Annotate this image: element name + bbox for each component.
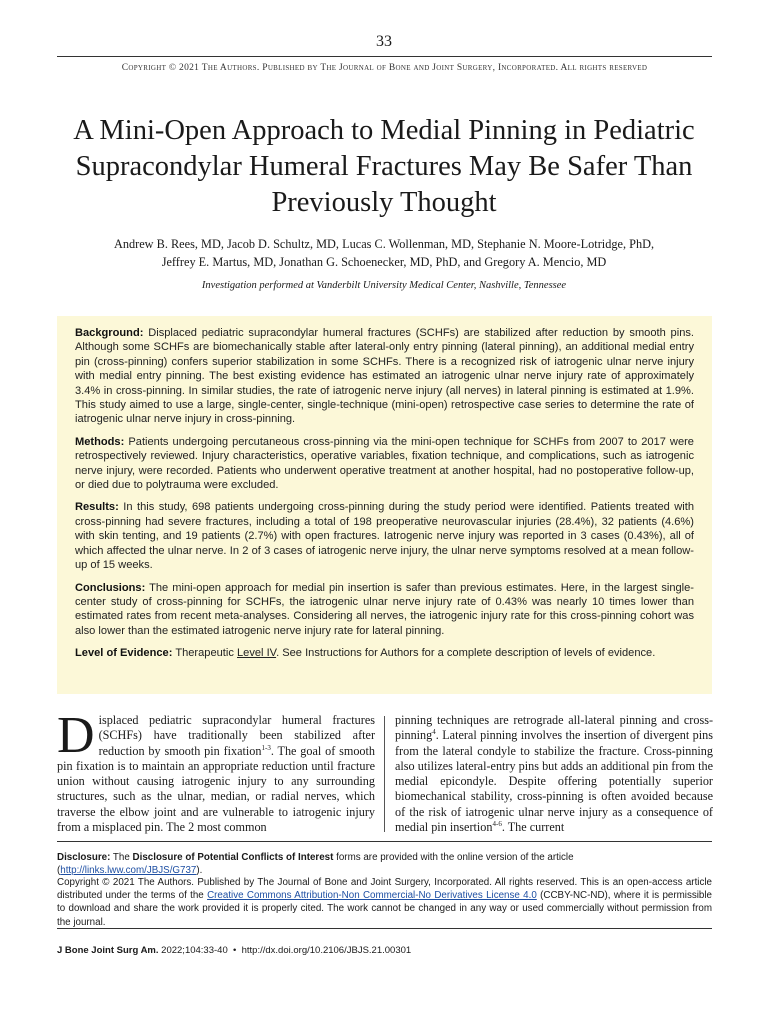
abstract-box <box>57 316 712 694</box>
methods-label: Methods: <box>75 435 125 448</box>
results-label: Results: <box>75 501 119 514</box>
results-text: In this study, 698 patients undergoing cross-pinning during the study period were identified. Patients treated with cross-pinning had severe fractures, including a total of 198 preoperative neurovascular injuries (28.4%), 32 patients (4.6%) with skin tenting, and 19 patients (2.7%) with open fractures. Iatrogenic nerve injury was reported in 3 cases (0.43%), all of which affected the ulnar nerve. In 2 of 3 cases of iatrogenic nerve injury, the ulnar nerve symptoms resolved at a mean follow-up of 15 weeks. <box>75 501 694 572</box>
conclusions-label: Conclusions: <box>75 581 146 594</box>
body-right-text-b: . Lateral pinning involves the insertion of divergent pins from the lateral condyle to stabilize the fracture. Cross-pinning also utilizes lateral-entry pins but adds an additional pin from the medial epicondyle. Despite offering potentially superior biomechanical stability, cross-pinning is often avoided because of the risk of iatrogenic ulnar nerve injury as a consequence of medial pin insertion <box>395 728 713 835</box>
citation-superscript: 1-3 <box>261 743 271 752</box>
author-line-2: Jeffrey E. Martus, MD, Jonathan G. Schoenecker, MD, PhD, and Gregory A. Mencio, MD <box>161 254 607 269</box>
license-link[interactable]: Creative Commons Attribution-Non Commercial-No Derivatives License 4.0 <box>207 890 537 902</box>
background-text: Displaced pediatric supracondylar humeral fractures (SCHFs) are stabilized after reduction by smooth pins. Although some SCHFs are biomechanically stable after lateral-only entry pinning (lateral pinning), an additional medial entry pin (cross-pinning) confers superior stabilization in some SCHFs. There is a recognized risk of iatrogenic ulnar nerve injury with medial entry pinning. The best existing evidence has estimated an iatrogenic ulnar nerve injury rate of approximately 3.4% in cross-pinning. In similar studies, the rate of iatrogenic nerve injury (all nerves) in lateral pinning is estimated at 1.9%. This study aimed to use a large, single-center, single-technique (mini-open) retrospective case series to determine the rate of iatrogenic ulnar nerve injury in cross-pinning. <box>75 327 694 426</box>
disclosure-note <box>57 851 712 877</box>
body-right-text-a: pinning techniques are retrograde all-lateral pinning and cross-pinning <box>395 713 713 743</box>
disclosure-pre: The <box>112 852 130 863</box>
body-left-text-b: . The goal of smooth pin fixation is to maintain an appropriate reduction until fracture union without causing iatrogenic injury to any surrounding structures, such as the ulnar, median, or radial nerves, which traverse the elbow joint and are vulnerable to iatrogenic injury from a misplaced pin. The 2 most common <box>57 743 375 835</box>
body-left-text-a: isplaced pediatric supracondylar humeral fractures (SCHFs) have traditionally been stabilized after reduction by smooth pin fixation <box>98 713 375 758</box>
doi-link[interactable]: http://dx.doi.org/10.2106/JBJS.21.00301 <box>241 945 412 956</box>
body-right-text-c: . The current <box>501 820 565 835</box>
footer-journal: J Bone Joint Surg Am. <box>57 945 159 956</box>
bullet-icon: • <box>233 945 237 956</box>
abstract-methods <box>75 435 694 493</box>
page-number: 33 <box>376 33 392 50</box>
abstract-background <box>75 326 694 427</box>
body-column-right <box>395 713 713 835</box>
abstract-level-of-evidence <box>75 646 694 660</box>
level-prefix: Therapeutic <box>175 647 234 660</box>
abstract-conclusions <box>75 581 694 639</box>
license-text-a: Copyright © 2021 The Authors. Published by The Journal of Bone and Joint Surgery, Incorporated. All rights reserved. This is an open-access article distributed under the terms of the <box>57 877 712 902</box>
institution-note: Investigation performed at Vanderbilt University Medical Center, Nashville, Tennessee <box>201 280 567 291</box>
level-label: Level of Evidence: <box>75 647 173 660</box>
license-text-b: (CCBY-NC-ND), where it is permissible to download and share the work provided it is properly cited. The work cannot be changed in any way or used commercially without permission from the journal. <box>57 890 712 928</box>
citation-superscript: 4 <box>432 728 436 737</box>
body-column-left <box>57 707 375 835</box>
methods-text: Patients undergoing percutaneous cross-pinning via the mini-open technique for SCHFs from 2007 to 2017 were retrospectively reviewed. Injury characteristics, operative variables, fixation technique, and complications, such as iatrogenic nerve injury, were recorded. Patients who underwent operative treatment at another hospital, had no postoperative follow-up, or died due to polytrauma were excluded. <box>75 435 694 492</box>
disclosure-link[interactable]: http://links.lww.com/JBJS/G737 <box>60 865 197 876</box>
level-suffix: . See Instructions for Authors for a complete description of levels of evidence. <box>276 647 656 660</box>
conclusions-text: The mini-open approach for medial pin insertion is safer than previous estimates. Here, in the largest single-center study of cross-pinning for SCHFs, the iatrogenic ulnar nerve injury rate of 0.43% was nearly 10 times lower than estimated rates from recent meta-analyses. Considering all nerves, the iatrogenic injury rate for this cross-pinning cohort was also lower than the estimated iatrogenic nerve injury rate for lateral pinning. <box>75 581 694 637</box>
citation-superscript: 4-6 <box>492 820 502 829</box>
background-label: Background: <box>75 327 144 339</box>
level-iv-link[interactable]: Level IV <box>237 647 277 660</box>
disclosure-label: Disclosure: <box>57 852 111 863</box>
footer-rule <box>57 928 712 929</box>
author-list <box>80 236 688 271</box>
disclosure-bold: Disclosure of Potential Conflicts of Interest <box>132 852 334 863</box>
author-line-1: Andrew B. Rees, MD, Jacob D. Schultz, MD, Lucas C. Wollenman, MD, Stephanie N. Moore-Lotridge, PhD, <box>113 237 655 251</box>
header-copyright: Copyright © 2021 The Authors. Published by The Journal of Bone and Joint Surgery, Incorporated. All rights reserved <box>121 63 648 73</box>
footer-volume: 2022;104:33-40 <box>161 945 228 956</box>
abstract-results <box>75 500 694 572</box>
column-divider <box>384 716 385 832</box>
drop-cap: D <box>57 707 95 764</box>
disclosure-post: forms are provided with the online version of the article ( <box>57 852 574 876</box>
footer-citation <box>57 945 712 956</box>
header-rule <box>57 56 712 57</box>
disclosure-end: ). <box>196 865 203 876</box>
article-title: A Mini-Open Approach to Medial Pinning in Pediatric Supracondylar Humeral Fractures May Be Safer Than Previously Thought <box>73 115 695 218</box>
license-note <box>57 876 712 929</box>
disclosure-rule <box>57 841 712 842</box>
